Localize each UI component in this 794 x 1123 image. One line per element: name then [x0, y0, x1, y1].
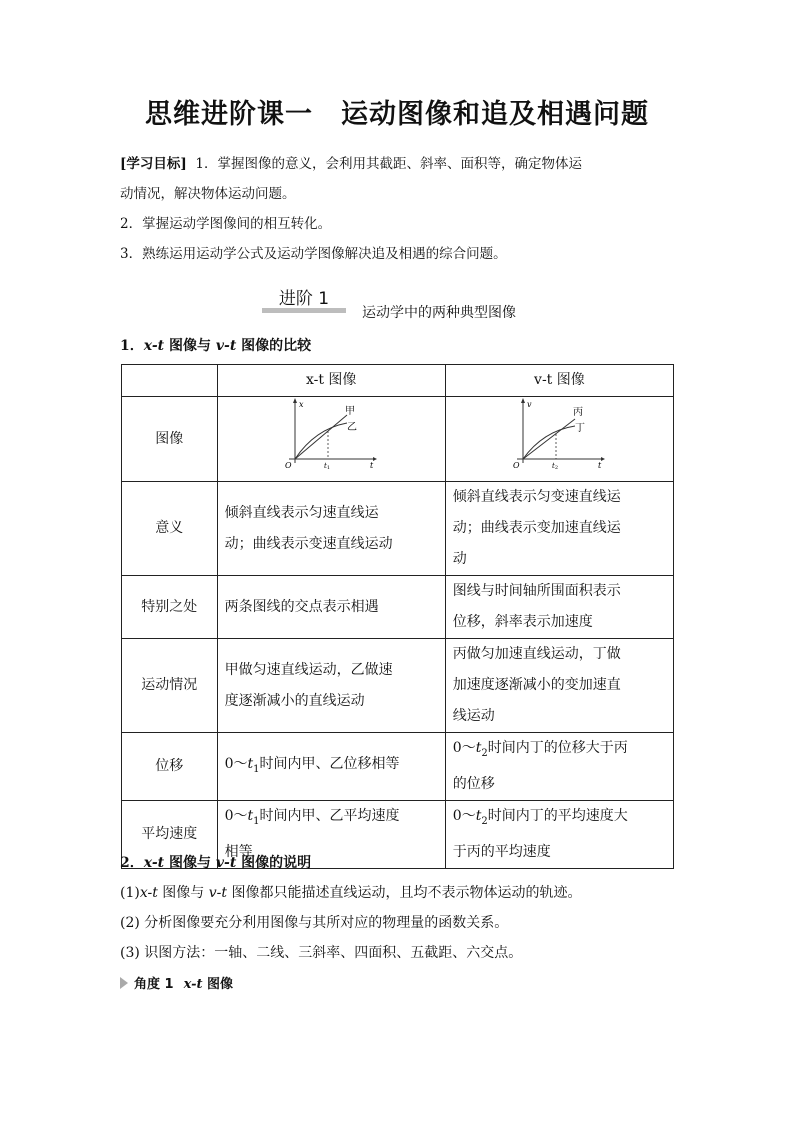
goal-2: 2．掌握运动学图像间的相互转化。: [120, 216, 332, 232]
vt-tick-t2: t2: [552, 462, 559, 469]
stage-badge: 进阶 1: [278, 289, 330, 309]
vt-graph: [509, 397, 609, 469]
row-label-motion: 运动情况: [122, 639, 218, 733]
xt-line-jia: [295, 415, 347, 459]
cell-displacement-vt: $0\sim t_2$时间内丁的位移大于丙 的位移: [445, 733, 673, 801]
vt-axis-y-label: v: [527, 400, 532, 409]
cell-displacement-xt: $0\sim t_1$时间内甲、乙位移相等: [217, 733, 445, 801]
vt-y-arrow: [521, 398, 525, 403]
section-1-heading: 1．x-t 图像与 v-t 图像的比较: [120, 338, 312, 354]
col-header-vt: v-t 图像: [445, 365, 673, 397]
cell-motion-xt: 甲做匀速直线运动，乙做速 度逐渐减小的直线运动: [217, 639, 445, 733]
note-3: (3) 识图方法：一轴、二线、三斜率、四面积、五截距、六交点。: [120, 945, 523, 961]
section-2-heading: 2．x-t 图像与 v-t 图像的说明: [120, 855, 312, 871]
comparison-table: [121, 364, 674, 869]
row-label-average-velocity: 平均速度: [122, 800, 218, 868]
vt-origin-label: O: [513, 461, 520, 469]
row-label-meaning: 意义: [122, 482, 218, 576]
vt-curve-bing-label: 丙: [573, 407, 584, 418]
xt-axis-y-label: x: [299, 400, 304, 409]
cell-average-velocity-vt: $0\sim t_2$时间内丁的平均速度大 于丙的平均速度: [445, 800, 673, 868]
goals-label: [学习目标]: [120, 156, 187, 172]
xt-tick-t1: t1: [324, 462, 331, 469]
cell-average-velocity-xt: $0\sim t_1$时间内甲、乙平均速度 相等: [217, 800, 445, 868]
xt-graph: [281, 397, 381, 469]
cell-motion-vt: 丙做匀加速直线运动，丁做 加速度逐渐减小的变加速直 线运动: [445, 639, 673, 733]
vt-curve-ding-label: 丁: [575, 423, 586, 434]
angle-label: 角度 1: [134, 977, 174, 992]
learning-goals: [120, 149, 680, 269]
cell-special-xt: 两条图线的交点表示相遇: [217, 576, 445, 639]
row-label-special: 特别之处: [122, 576, 218, 639]
goal-3: 3．熟练运用运动学公式及运动学图像解决追及相遇的综合问题。: [120, 246, 507, 262]
cell-meaning-xt: 倾斜直线表示匀速直线运 动；曲线表示变速直线运动: [217, 482, 445, 576]
xt-graph-cell: [217, 397, 445, 482]
vt-curve-ding: [523, 426, 575, 459]
cell-meaning-vt: 倾斜直线表示匀变速直线运 动；曲线表示变加速直线运 动: [445, 482, 673, 576]
xt-curve-yi: [295, 423, 347, 459]
note-1: (1)x-t 图像与 v-t 图像都只能描述直线运动，且均不表示物体运动的轨迹。: [120, 885, 582, 901]
triangle-marker-icon: [120, 977, 128, 989]
goal-1-line-1: 1．掌握图像的意义，会利用其截距、斜率、面积等，确定物体运: [195, 156, 582, 172]
xt-axis-x-label: t: [370, 461, 374, 469]
goal-1-line-2: 动情况，解决物体运动问题。: [120, 186, 296, 202]
xt-curve-yi-label: 乙: [347, 422, 358, 433]
vt-x-arrow: [601, 457, 605, 461]
row-label-displacement: 位移: [122, 733, 218, 801]
xt-origin-label: O: [285, 461, 292, 469]
page-title: 思维进阶课一 运动图像和追及相遇问题: [145, 99, 649, 130]
vt-graph-cell: [445, 397, 673, 482]
cell-special-vt: 图线与时间轴所围面积表示 位移，斜率表示加速度: [445, 576, 673, 639]
stage-title: 运动学中的两种典型图像: [362, 305, 516, 321]
row-label-graph: 图像: [122, 397, 218, 482]
vt-line-bing: [523, 419, 575, 459]
vt-axis-x-label: t: [598, 461, 602, 469]
note-2: (2) 分析图像要充分利用图像与其所对应的物理量的函数关系。: [120, 915, 509, 931]
angle-heading: 角度 1 x-t 图像: [120, 973, 233, 992]
table-corner: [122, 365, 218, 397]
xt-x-arrow: [373, 457, 377, 461]
xt-y-arrow: [293, 398, 297, 403]
notes-list: [120, 878, 581, 968]
xt-curve-jia-label: 甲: [345, 406, 356, 417]
col-header-xt: x-t 图像: [217, 365, 445, 397]
